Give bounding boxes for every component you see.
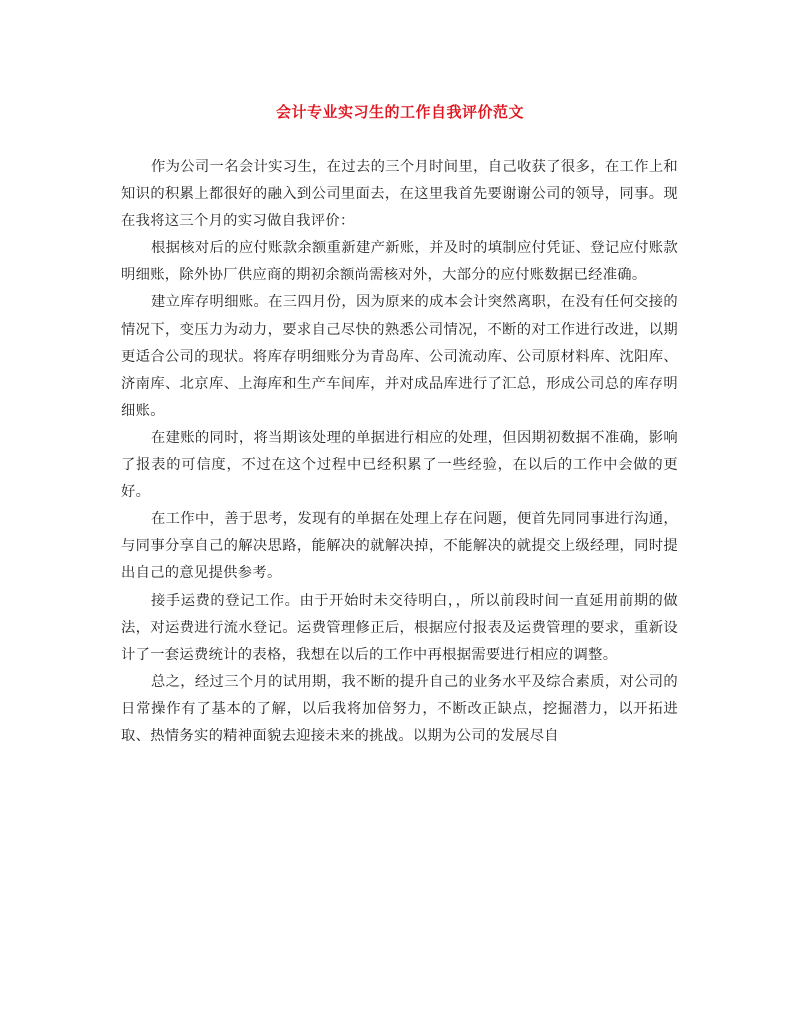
document-title: 会计专业实习生的工作自我评价范文 (275, 103, 524, 121)
paragraph-accounts-payable: 根据核对后的应付账款余额重新建产新账，并及时的填制应付凭证、登记应付账款明细账，除外协厂供应商的期初余额尚需核对外，大部分的应付账数据已经准确。 (121, 240, 678, 284)
paragraph-document-processing: 在建账的同时，将当期该处理的单据进行相应的处理，但因期初数据不准确，影响了报表的可信度，不过在这个过程中已经积累了一些经验，在以后的工作中会做的更好。 (121, 429, 678, 501)
paragraph-freight-registration: 接手运费的登记工作。由于开始时未交待明白，，所以前段时间一直延用前期的做法，对运费进行流水登记。运费管理修正后，根据应付报表及运费管理的要求，重新设计了一套运费统计的表格，我想在以后的工作中再根据需要进行相应的调整。 (121, 592, 678, 663)
paragraph-inventory-ledger: 建立库存明细账。在三四月份，因为原来的成本会计突然离职，在没有任何交接的情况下，变压力为动力，要求自己尽快的熟悉公司情况，不断的对工作进行改进，以期更适合公司的现状。将库存明细账分为青岛库、公司流动库、公司原材料库、沈阳库、济南库、北京库、上海库和生产车间库，并对成品库进行了汇总，形成公司总的库存明细账。 (121, 294, 678, 419)
document-body (121, 154, 678, 750)
paragraph-intro: 作为公司一名会计实习生，在过去的三个月时间里，自己收获了很多，在工作上和知识的积累上都很好的融入到公司里面去，在这里我首先要谢谢公司的领导，同事。现在我将这三个月的实习做自我评价： (121, 159, 678, 230)
paragraph-conclusion: 总之，经过三个月的试用期，我不断的提升自己的业务水平及综合素质，对公司的日常操作有了基本的了解，以后我将加倍努力，不断改正缺点，挖掘潜力，以开拓进取、热情务实的精神面貌去迎接未来的挑战。以期为公司的发展尽自 (121, 673, 678, 744)
paragraph-communication: 在工作中，善于思考，发现有的单据在处理上存在问题，便首先同同事进行沟通，与同事分享自己的解决思路，能解决的就解决掉，不能解决的就提交上级经理，同时提出自己的意见提供参考。 (121, 511, 678, 582)
